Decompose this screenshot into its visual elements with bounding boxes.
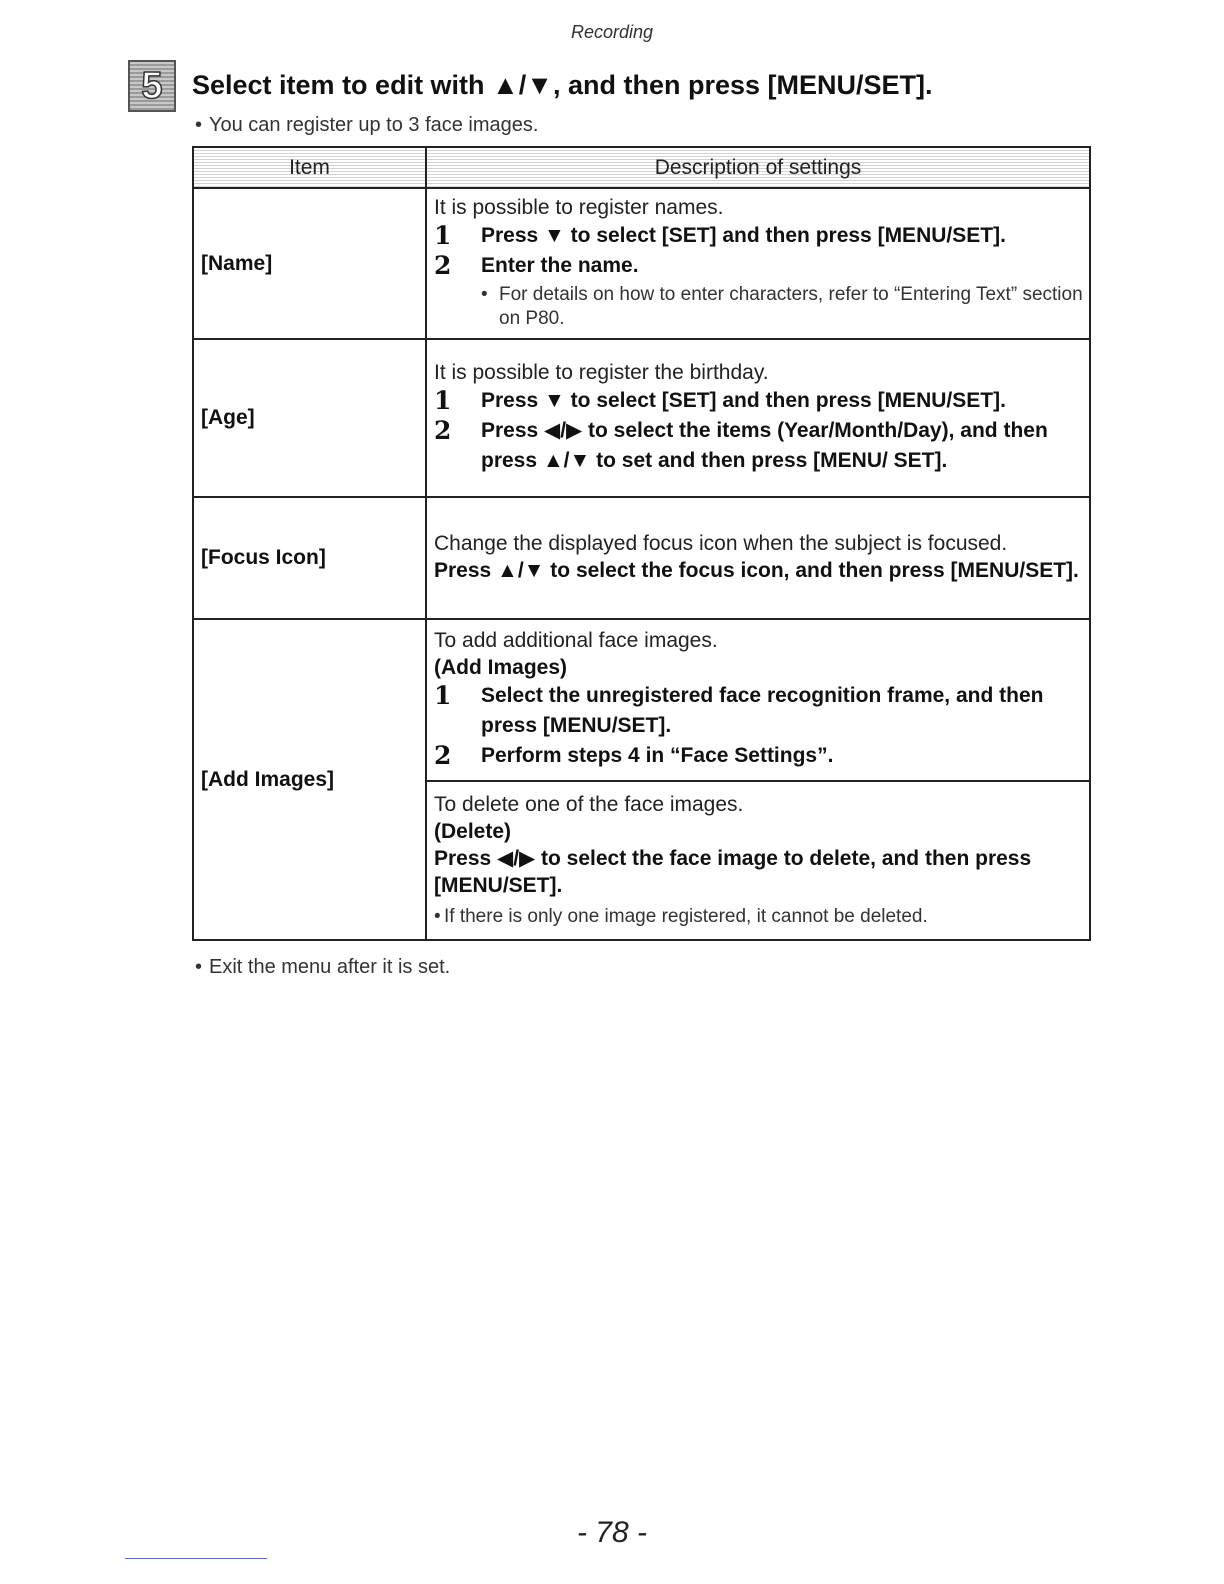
desc-bullet — [434, 283, 1083, 331]
item-focus-icon: [Focus Icon] — [193, 497, 426, 619]
desc-intro: To delete one of the face images. — [434, 792, 744, 816]
bullet-text: If there is only one image registered, it cannot be deleted. — [444, 905, 928, 927]
note-top — [195, 114, 538, 137]
settings-table — [192, 146, 1091, 941]
step-num: 2 — [434, 251, 452, 280]
table-row-name — [193, 188, 1090, 339]
desc-bold: Press ▲/▼ to select the focus icon, and then press [MENU/SET]. — [434, 559, 1079, 582]
desc-label: (Delete) — [434, 819, 512, 843]
header-item: Item — [193, 147, 426, 188]
step-num: 2 — [434, 741, 452, 770]
page-number: - 78 - — [576, 1516, 648, 1549]
step-num: 2 — [434, 415, 452, 445]
item-age: [Age] — [193, 339, 426, 497]
desc-intro: It is possible to register the birthday. — [434, 360, 769, 384]
step-text: Press ◀/▶ to select the items (Year/Month/Day), and then press ▲/▼ to set and then press [MENU/ SET]. — [481, 418, 1048, 472]
desc-label: (Add Images) — [434, 656, 568, 679]
desc-add-images — [426, 619, 1090, 781]
step-text: Enter the name. — [481, 254, 639, 277]
step-num: 1 — [434, 385, 452, 415]
step-text: Perform steps 4 in “Face Settings”. — [481, 744, 834, 767]
header-description: Description of settings — [426, 147, 1090, 188]
bullet-dot: • — [195, 114, 203, 136]
desc-bullet — [434, 905, 1083, 929]
table-row-age — [193, 339, 1090, 497]
desc-intro: To add additional face images. — [434, 629, 718, 652]
step-line — [434, 251, 1083, 281]
note-bottom — [195, 956, 450, 979]
step-line — [434, 416, 1083, 476]
item-name: [Name] — [193, 188, 426, 339]
desc-focus-icon — [426, 497, 1090, 619]
step-number-badge — [128, 60, 176, 112]
step-text: Select the unregistered face recognition frame, and then press [MENU/SET]. — [481, 684, 1044, 737]
bullet-text: For details on how to enter characters, refer to “Entering Text” section on P80. — [499, 284, 1083, 329]
desc-bold: Press ◀/▶ to select the face image to delete, and then press [MENU/SET]. — [434, 846, 1032, 897]
table-row-focus-icon — [193, 497, 1090, 619]
step-num: 1 — [434, 681, 452, 710]
desc-name — [426, 188, 1090, 339]
step-line — [434, 741, 1083, 771]
bullet-dot: • — [481, 284, 488, 305]
step-line — [434, 386, 1083, 416]
table-header-row — [193, 147, 1090, 188]
step-line — [434, 221, 1083, 251]
footer-rule — [125, 1558, 267, 1559]
desc-intro: Change the displayed focus icon when the subject is focused. — [434, 532, 1008, 555]
bullet-dot: • — [195, 956, 203, 978]
desc-intro: It is possible to register names. — [434, 196, 724, 219]
step-num: 1 — [434, 221, 452, 250]
step-line — [434, 681, 1083, 741]
table-row-add-images — [193, 619, 1090, 781]
step-text: Press ▼ to select [SET] and then press [MENU/SET]. — [481, 224, 1006, 247]
item-add-images: [Add Images] — [193, 619, 426, 940]
bullet-dot: • — [434, 905, 441, 927]
step-title: Select item to edit with ▲/▼, and then press [MENU/SET]. — [192, 70, 933, 100]
desc-age — [426, 339, 1090, 497]
step-number: 5 — [141, 65, 163, 107]
running-header: Recording — [570, 22, 654, 42]
note-bottom-text: Exit the menu after it is set. — [209, 956, 451, 978]
step-text: Press ▼ to select [SET] and then press [MENU/SET]. — [481, 388, 1006, 412]
note-top-text: You can register up to 3 face images. — [209, 114, 539, 136]
desc-delete-images — [426, 781, 1090, 940]
